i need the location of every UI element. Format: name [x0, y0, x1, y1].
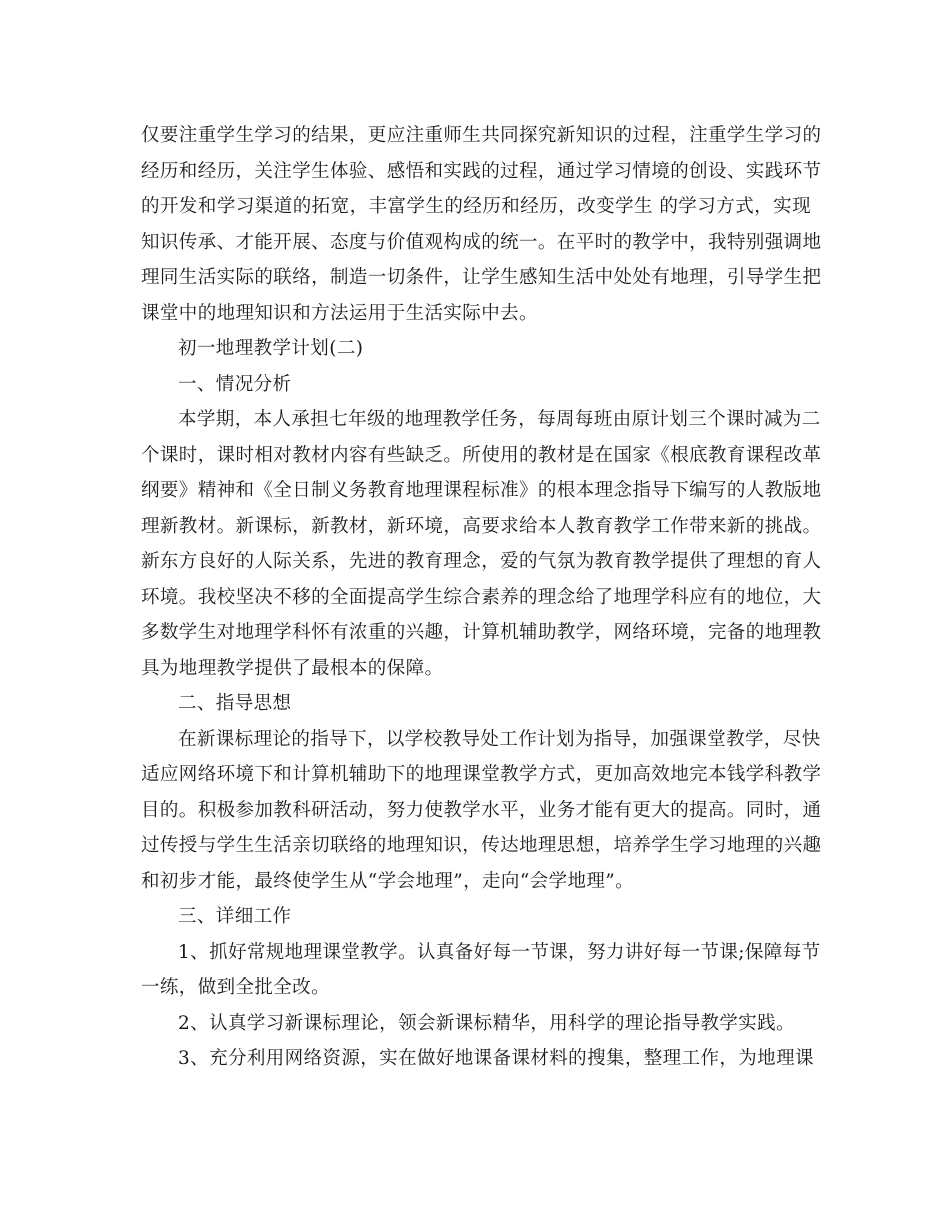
- section-heading: 三、详细工作: [178, 906, 292, 927]
- paragraph-line: 环境。我校坚决不移的全面提高学生综合素养的理念给了地理学科应有的地位，大: [141, 586, 822, 608]
- paragraph-line: 仅要注重学生学习的结果，更应注重师生共同探究新知识的过程，注重学生学习的: [141, 125, 822, 146]
- list-item-line: 2、认真学习新课标理论，领会新课标精华，用科学的理论指导教学实践。: [178, 1012, 795, 1034]
- paragraph-line: 个课时，课时相对教材内容有些缺乏。所使用的教材是在国家《根底教育课程改革: [141, 444, 822, 466]
- paragraph-line: 目的。积极参加教科研活动，努力使教学水平，业务才能有更大的提高。同时，通: [141, 799, 822, 821]
- section-heading: 一、情况分析: [178, 373, 292, 395]
- paragraph-line: 具为地理教学提供了最根本的保障。: [141, 657, 444, 679]
- list-item-line: 1、抓好常规地理课堂教学。认真备好每一节课，努力讲好每一节课;保障每节: [178, 941, 821, 963]
- paragraph-line: 经历和经历，关注学生体验、感悟和实践的过程，通过学习情境的创设、实践环节: [141, 160, 822, 182]
- section-title: 初一地理教学计划(二): [178, 338, 364, 359]
- paragraph-line: 多数学生对地理学科怀有浓重的兴趣，计算机辅助教学，网络环境，完备的地理教: [141, 622, 822, 643]
- paragraph-line: 知识传承、才能开展、态度与价值观构成的统一。在平时的教学中，我特别强调地: [141, 231, 822, 253]
- paragraph-line: 过传授与学生生活亲切联络的地理知识，传达地理思想，培养学生学习地理的兴趣: [141, 835, 822, 856]
- list-item-line: 3、充分利用网络资源，实在做好地课备课材料的搜集，整理工作，为地理课: [178, 1048, 814, 1069]
- paragraph-line: 在新课标理论的指导下，以学校教导处工作计划为指导，加强课堂教学，尽快: [178, 728, 821, 750]
- document-body: [141, 118, 822, 1077]
- list-item-line: 一练，做到全批全改。: [141, 977, 331, 998]
- paragraph-line: 理同生活实际的联络，制造一切条件，让学生感知生活中处处有地理，引导学生把: [141, 267, 822, 288]
- paragraph-line: 本学期，本人承担七年级的地理教学任务，每周每班由原计划三个课时减为二: [178, 409, 821, 430]
- paragraph-line: 和初步才能，最终使学生从“学会地理”，走向“会学地理”。: [141, 870, 635, 892]
- paragraph-line: 的开发和学习渠道的拓宽，丰富学生的经历和经历，改变学生 的学习方式，实现: [141, 196, 811, 217]
- paragraph-line: 适应网络环境下和计算机辅助下的地理课堂教学方式，更加高效地完本钱学科教学: [141, 764, 822, 785]
- paragraph-line: 理新教材。新课标，新教材，新环境，高要求给本人教育教学工作带来新的挑战。: [141, 515, 822, 537]
- paragraph-line: 纲要》精神和《全日制义务教育地理课程标准》的根本理念指导下编写的人教版地: [141, 480, 822, 501]
- paragraph-line: 课堂中的地理知识和方法运用于生活实际中去。: [141, 302, 538, 324]
- paragraph-line: 新东方良好的人际关系，先进的教育理念，爱的气氛为教育教学提供了理想的育人: [141, 551, 822, 572]
- section-heading: 二、指导思想: [178, 693, 292, 714]
